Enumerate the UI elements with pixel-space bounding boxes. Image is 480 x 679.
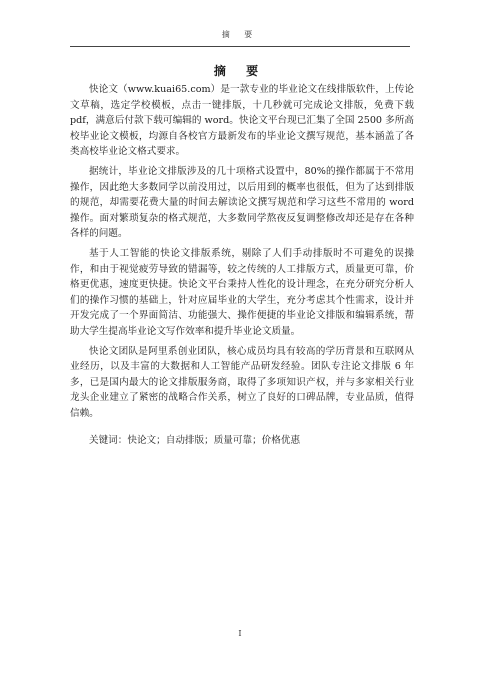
abstract-paragraph: 据统计，毕业论文排版涉及的几十项格式设置中，80%的操作都属于不常用操作，因此绝大多数同学以前没用过，以后用到的概率也很低，但为了达到排版的规范，却需要花费大量的时间去解读论文撰写规范和学习这些不常用的 word 操作。面对繁琐复杂的格式规范，大多数同学熬夜反复调整修改却还是存在各种各样的问题。 xyxy=(70,165,414,240)
abstract-paragraph: 快论文团队是阿里系创业团队，核心成员均具有较高的学历背景和互联网从业经历，以及丰富的大数据和人工智能产品研发经验。团队专注论文排版 6 年多，已是国内最大的论文排版服务商，取得了多项知识产权，并与多家相关行业龙头企业建立了紧密的战略合作关系，树立了良好的口碑品牌，专业品质，值得信赖。 xyxy=(70,345,414,419)
abstract-paragraph: 快论文（www.kuai65.com）是一款专业的毕业论文在线排版软件，上传论文草稿，选定学校模板，点击一键排版，十几秒就可完成论文排版，免费下载 pdf，满意后付款下载可编辑的 word。快论文平台现已汇集了全国 2500 多所高校毕业论文模板，均源自各校官方最新发布的毕业论文撰写规范，基本涵盖了各类高校毕业论文格式要求。 xyxy=(70,84,414,158)
keywords-line: 关键词：快论文；自动排版；质量可靠；价格优惠 xyxy=(89,435,301,447)
running-header: 摘 要 xyxy=(221,30,259,39)
header-rule xyxy=(70,46,410,47)
abstract-title: 摘 要 xyxy=(213,64,267,78)
page-number: I xyxy=(238,629,242,638)
abstract-body xyxy=(70,82,414,448)
abstract-paragraph: 基于人工智能的快论文排版系统，剔除了人们手动排版时不可避免的误操作，和由于视觉疲劳导致的错漏等，较之传统的人工排版方式，质量更可靠，价格更优惠，速度更快捷。快论文平台秉持人性化的设计理念，在充分研究分析人们的操作习惯的基础上，针对应届毕业的大学生，充分考虑其个性需求，设计并开发完成了一个界面简洁、功能强大、操作便捷的毕业论文排版和编辑系统，帮助大学生提高毕业论文写作效率和提升毕业论文质量。 xyxy=(70,247,414,337)
